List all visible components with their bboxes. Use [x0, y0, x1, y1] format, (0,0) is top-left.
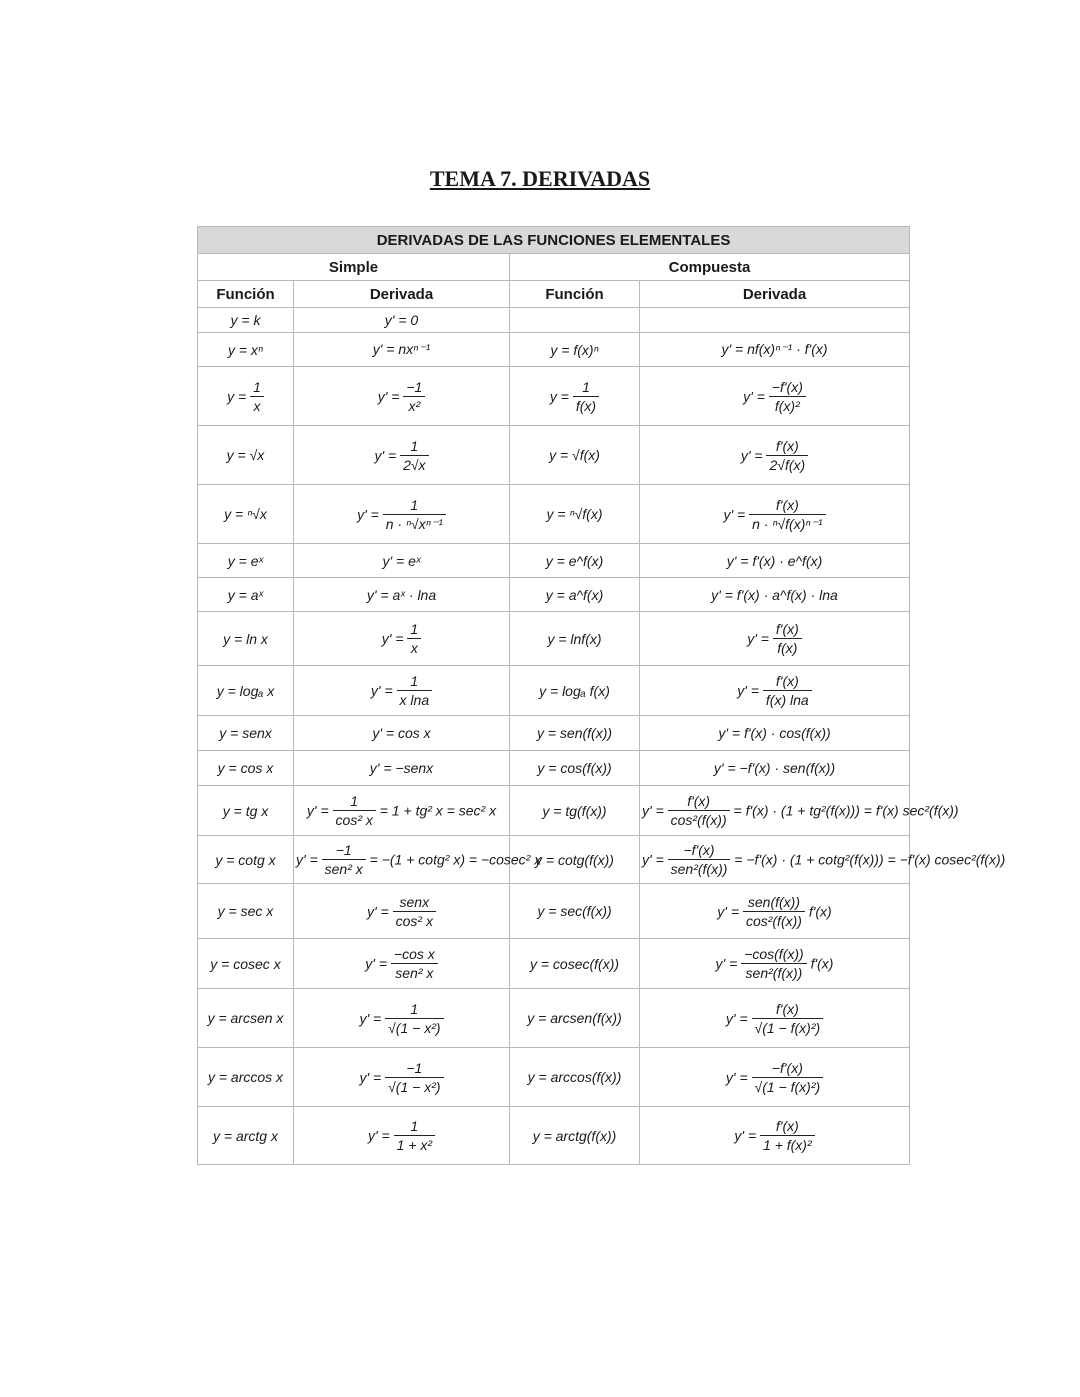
- derivative-cell: y' = eˣ: [294, 544, 510, 578]
- composite-function-cell: y = sec(f(x)): [510, 884, 640, 939]
- formula-prefix: y =: [549, 388, 573, 404]
- column-header-derivada-compuesta: Derivada: [640, 281, 910, 308]
- fraction: [668, 841, 731, 878]
- composite-derivative-cell: y' = f'(x) · a^f(x) · lna: [640, 578, 910, 612]
- numerator: 1: [250, 378, 264, 397]
- fraction: [333, 792, 376, 829]
- denominator: x: [410, 640, 418, 656]
- fraction: [743, 893, 805, 930]
- formula-prefix: y' =: [715, 955, 742, 972]
- derivative-cell: [294, 939, 510, 989]
- numerator: 1: [385, 1000, 443, 1019]
- fraction: [752, 1059, 824, 1096]
- table-row: [198, 367, 910, 426]
- composite-function-cell: y = lnf(x): [510, 612, 640, 666]
- composite-function-cell: [510, 308, 640, 333]
- table-row: [198, 786, 910, 836]
- composite-function-cell: y = sen(f(x)): [510, 716, 640, 751]
- composite-derivative-cell: [640, 1048, 910, 1107]
- fraction: [391, 945, 438, 982]
- denominator: f(x)²: [774, 397, 800, 414]
- composite-function-cell: y = tg(f(x)): [510, 786, 640, 836]
- formula-prefix: y' =: [365, 955, 391, 972]
- formula-prefix: y' =: [725, 1069, 752, 1085]
- function-cell: y = logₐ x: [198, 666, 294, 716]
- composite-function-cell: y = ⁿ√f(x): [510, 485, 640, 544]
- composite-derivative-cell: y' = nf(x)ⁿ⁻¹ · f'(x): [640, 333, 910, 367]
- function-cell: y = √x: [198, 426, 294, 485]
- formula-prefix: y' =: [725, 1010, 752, 1026]
- fraction: [668, 792, 730, 829]
- numerator: 1: [394, 1117, 435, 1136]
- denominator: f(x): [575, 397, 597, 414]
- formula-suffix: = −(1 + cotg² x) = −cosec² x: [365, 851, 542, 868]
- page-title: [0, 166, 1080, 192]
- fraction: [769, 378, 806, 415]
- denominator: sen²(f(x)): [670, 861, 728, 877]
- composite-function-cell: y = a^f(x): [510, 578, 640, 612]
- function-cell: y = ln x: [198, 612, 294, 666]
- composite-function-cell: y = arctg(f(x)): [510, 1107, 640, 1165]
- denominator: sen² x: [324, 861, 363, 877]
- denominator: 1 + x²: [396, 1137, 433, 1153]
- composite-derivative-cell: y' = f'(x) · e^f(x): [640, 544, 910, 578]
- numerator: 1: [333, 792, 376, 811]
- formula-prefix: y' =: [747, 630, 773, 647]
- table-row: [198, 1048, 910, 1107]
- numerator: f'(x): [763, 672, 812, 691]
- derivatives-table: [197, 226, 1006, 1165]
- table-row: [198, 612, 910, 666]
- numerator: f'(x): [766, 437, 808, 456]
- derivative-cell: [294, 989, 510, 1048]
- formula-suffix: = −f'(x) · (1 + cotg²(f(x))) = −f'(x) cosec²(f(x)): [730, 851, 1006, 868]
- formula-suffix: = f'(x) · (1 + tg²(f(x))) = f'(x) sec²(f(x)): [729, 802, 959, 819]
- denominator: √(1 − f(x)²): [754, 1078, 821, 1095]
- formula-suffix: = 1 + tg² x = sec² x: [375, 802, 497, 819]
- fraction: [385, 1059, 443, 1096]
- formula-prefix: y' =: [642, 802, 668, 819]
- table-row: [198, 1107, 910, 1165]
- table-row: [198, 485, 910, 544]
- composite-derivative-cell: [640, 1107, 910, 1165]
- formula-prefix: y' =: [367, 903, 393, 919]
- numerator: senx: [393, 893, 436, 912]
- composite-derivative-cell: [640, 485, 910, 544]
- composite-function-cell: y = logₐ f(x): [510, 666, 640, 716]
- function-cell: y = arcsen x: [198, 989, 294, 1048]
- fraction: [766, 437, 808, 474]
- derivative-cell: [294, 786, 510, 836]
- table-row: [198, 716, 910, 751]
- numerator: −cos(f(x)): [741, 945, 807, 964]
- function-cell: y = arctg x: [198, 1107, 294, 1165]
- composite-derivative-cell: [640, 612, 910, 666]
- numerator: −1: [385, 1059, 443, 1078]
- fraction: [250, 378, 264, 415]
- function-cell: y = sec x: [198, 884, 294, 939]
- composite-function-cell: y = cos(f(x)): [510, 751, 640, 786]
- table-row: [198, 666, 910, 716]
- derivative-cell: y' = nxⁿ⁻¹: [294, 333, 510, 367]
- formula-prefix: y' =: [374, 447, 401, 463]
- page-title-text: TEMA 7. DERIVADAS: [429, 166, 651, 191]
- fraction: [394, 1117, 435, 1154]
- composite-function-cell: y = cosec(f(x)): [510, 939, 640, 989]
- table-row: [198, 989, 910, 1048]
- denominator: sen²(f(x)): [745, 965, 803, 981]
- denominator: √(1 − x²): [388, 1019, 441, 1036]
- function-cell: [198, 367, 294, 426]
- derivative-cell: [294, 1048, 510, 1107]
- denominator: x²: [408, 397, 421, 414]
- group-header-compuesta: Compuesta: [510, 254, 910, 281]
- function-cell: y = senx: [198, 716, 294, 751]
- fraction: [760, 1117, 815, 1154]
- numerator: 1: [573, 378, 599, 397]
- composite-derivative-cell: [640, 367, 910, 426]
- formula-prefix: y' =: [296, 851, 322, 868]
- formula-prefix: y' =: [737, 682, 763, 699]
- composite-derivative-cell: [640, 884, 910, 939]
- column-header-funcion: Función: [198, 281, 294, 308]
- composite-derivative-cell: y' = −f'(x) · sen(f(x)): [640, 751, 910, 786]
- composite-derivative-cell: [640, 666, 910, 716]
- denominator: x lna: [399, 692, 430, 708]
- denominator: f(x): [777, 640, 798, 656]
- fraction: [573, 378, 599, 415]
- column-header-funcion-compuesta: Función: [510, 281, 640, 308]
- table-row: [198, 939, 910, 989]
- composite-function-cell: y = arcsen(f(x)): [510, 989, 640, 1048]
- formula-prefix: y' =: [723, 506, 750, 522]
- function-cell: y = ⁿ√x: [198, 485, 294, 544]
- function-cell: y = cos x: [198, 751, 294, 786]
- denominator: f(x) lna: [765, 692, 809, 708]
- composite-derivative-cell: [640, 426, 910, 485]
- table-row: [198, 884, 910, 939]
- numerator: f'(x): [752, 1000, 824, 1019]
- function-cell: y = tg x: [198, 786, 294, 836]
- function-cell: y = cotg x: [198, 836, 294, 884]
- function-cell: y = aˣ: [198, 578, 294, 612]
- numerator: 1: [400, 437, 428, 456]
- function-cell: y = arccos x: [198, 1048, 294, 1107]
- formula-prefix: y' =: [359, 1069, 386, 1085]
- formula-prefix: y' =: [306, 802, 333, 819]
- formula-prefix: y' =: [717, 903, 743, 919]
- function-cell: y = eˣ: [198, 544, 294, 578]
- derivative-cell: y' = aˣ · lna: [294, 578, 510, 612]
- denominator: n · ⁿ√f(x)ⁿ⁻¹: [752, 515, 823, 532]
- table-row: [198, 308, 910, 333]
- formula-prefix: y' =: [367, 1127, 394, 1144]
- formula-prefix: y' =: [642, 851, 668, 868]
- fraction: [385, 1000, 443, 1037]
- composite-derivative-cell: y' = f'(x) · cos(f(x)): [640, 716, 910, 751]
- denominator: 1 + f(x)²: [763, 1137, 812, 1153]
- fraction: [407, 620, 421, 657]
- derivative-cell: [294, 1107, 510, 1165]
- derivative-cell: y' = −senx: [294, 751, 510, 786]
- composite-derivative-cell: [640, 989, 910, 1048]
- formula-prefix: y' =: [370, 682, 397, 699]
- denominator: cos² x: [335, 812, 373, 828]
- numerator: −f'(x): [769, 378, 806, 397]
- numerator: f'(x): [668, 792, 730, 811]
- denominator: √(1 − f(x)²): [754, 1019, 821, 1036]
- formula-prefix: y' =: [359, 1010, 386, 1026]
- composite-derivative-cell: [640, 308, 910, 333]
- table-main-header: DERIVADAS DE LAS FUNCIONES ELEMENTALES: [198, 227, 910, 254]
- denominator: cos² x: [395, 912, 433, 929]
- denominator: n · ⁿ√xⁿ⁻¹: [385, 515, 443, 532]
- formula-prefix: y' =: [740, 447, 767, 463]
- table-row: [198, 333, 910, 367]
- fraction: [393, 893, 436, 930]
- derivative-cell: [294, 836, 542, 884]
- formula-prefix: y' =: [743, 388, 769, 404]
- denominator: 2√x: [403, 456, 426, 473]
- fraction: [741, 945, 807, 982]
- numerator: sen(f(x)): [743, 893, 805, 912]
- formula-prefix: y =: [227, 388, 251, 404]
- derivative-cell: [294, 485, 510, 544]
- fraction: [400, 437, 428, 474]
- table-row: [198, 836, 910, 884]
- numerator: f'(x): [749, 496, 825, 515]
- fraction: [403, 378, 425, 415]
- numerator: −cos x: [391, 945, 438, 964]
- denominator: cos²(f(x)): [670, 812, 727, 828]
- derivative-cell: [294, 367, 510, 426]
- derivative-cell: [294, 884, 510, 939]
- fraction: [397, 672, 433, 709]
- formula-prefix: y' =: [734, 1127, 761, 1144]
- composite-function-cell: y = e^f(x): [510, 544, 640, 578]
- derivative-cell: y' = 0: [294, 308, 510, 333]
- composite-function-cell: [510, 367, 640, 426]
- fraction: [383, 496, 446, 533]
- function-cell: y = cosec x: [198, 939, 294, 989]
- fraction: [763, 672, 812, 709]
- denominator: √(1 − x²): [388, 1078, 441, 1095]
- derivative-cell: [294, 426, 510, 485]
- table-row: [198, 544, 910, 578]
- numerator: f'(x): [760, 1117, 815, 1136]
- function-cell: y = xⁿ: [198, 333, 294, 367]
- formula-prefix: y' =: [357, 506, 383, 522]
- function-cell: y = k: [198, 308, 294, 333]
- composite-function-cell: y = cotg(f(x)): [510, 836, 640, 884]
- numerator: f'(x): [773, 620, 802, 639]
- numerator: −f'(x): [752, 1059, 824, 1078]
- composite-derivative-cell: [640, 786, 959, 836]
- table-row: [198, 426, 910, 485]
- composite-function-cell: y = arccos(f(x)): [510, 1048, 640, 1107]
- fraction: [752, 1000, 824, 1037]
- numerator: 1: [407, 620, 421, 639]
- table-body: [198, 308, 1006, 1165]
- numerator: 1: [383, 496, 446, 515]
- formula-suffix: f'(x): [806, 955, 834, 972]
- fraction: [749, 496, 825, 533]
- composite-derivative-cell: [640, 939, 910, 989]
- fraction: [773, 620, 802, 657]
- composite-function-cell: y = √f(x): [510, 426, 640, 485]
- denominator: sen² x: [395, 965, 434, 981]
- derivative-cell: y' = cos x: [294, 716, 510, 751]
- derivative-cell: [294, 612, 510, 666]
- derivative-cell: [294, 666, 510, 716]
- numerator: −1: [403, 378, 425, 397]
- formula-suffix: f'(x): [804, 903, 832, 919]
- group-header-simple: Simple: [198, 254, 510, 281]
- numerator: −1: [322, 841, 366, 860]
- formula-prefix: y' =: [377, 388, 404, 404]
- denominator: x: [253, 397, 261, 414]
- column-header-derivada: Derivada: [294, 281, 510, 308]
- table-row: [198, 751, 910, 786]
- composite-derivative-cell: [640, 836, 1006, 884]
- denominator: cos²(f(x)): [745, 912, 802, 929]
- numerator: 1: [397, 672, 433, 691]
- table-row: [198, 578, 910, 612]
- formula-prefix: y' =: [381, 630, 408, 647]
- composite-function-cell: y = f(x)ⁿ: [510, 333, 640, 367]
- denominator: 2√f(x): [769, 456, 806, 473]
- fraction: [322, 841, 366, 878]
- numerator: −f'(x): [668, 841, 731, 860]
